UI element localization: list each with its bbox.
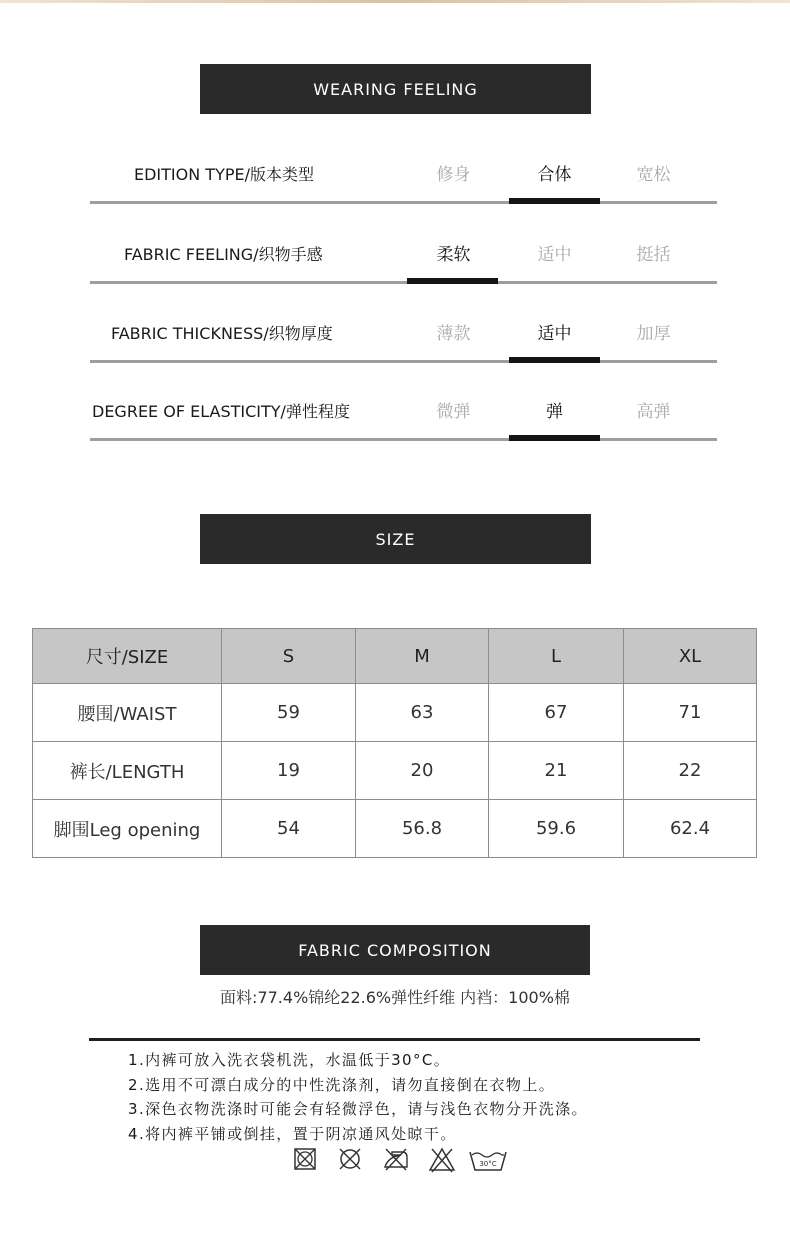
feeling-scale-line xyxy=(90,360,717,363)
care-icons xyxy=(290,1146,510,1178)
table-cell: 59 xyxy=(222,684,356,742)
wearing-feeling-title: WEARING FEELING xyxy=(313,79,478,99)
size-title: SIZE xyxy=(375,529,416,549)
feeling-option-selected: 弹 xyxy=(546,402,563,422)
care-instruction: 2.选用不可漂白成分的中性洗涤剂，请勿直接倒在衣物上。 xyxy=(128,1075,556,1094)
table-header-row xyxy=(33,629,757,684)
do-not-tumble-dry-icon xyxy=(293,1146,317,1172)
feeling-scale-line xyxy=(90,201,717,204)
table-header-cell: 尺寸/SIZE xyxy=(33,629,222,684)
feeling-option: 挺括 xyxy=(636,245,671,265)
table-header-cell: M xyxy=(356,629,489,684)
table-row xyxy=(33,742,757,800)
feeling-label: EDITION TYPE/版本类型 xyxy=(134,165,314,184)
table-header-cell: XL xyxy=(624,629,757,684)
feeling-option-selected: 适中 xyxy=(537,324,572,344)
feeling-row-edition-type xyxy=(90,160,717,220)
table-row-label: 脚围Leg opening xyxy=(33,800,222,858)
care-instruction: 1.内裤可放入洗衣袋机洗，水温低于30°C。 xyxy=(128,1051,451,1069)
table-header-cell: S xyxy=(222,629,356,684)
composition-text: 面料:77.4%锦纶22.6%弹性纤维 内裆：100%棉 xyxy=(220,988,570,1007)
care-instruction: 4.将内裤平铺或倒挂，置于阴凉通风处晾干。 xyxy=(128,1124,457,1143)
feeling-option: 高弹 xyxy=(636,402,671,422)
care-instructions xyxy=(128,1048,588,1146)
feeling-label: FABRIC FEELING/织物手感 xyxy=(124,245,323,264)
table-row xyxy=(33,684,757,742)
table-cell: 71 xyxy=(624,684,757,742)
care-divider xyxy=(89,1038,700,1041)
feeling-option: 适中 xyxy=(537,245,572,265)
table-row-label: 腰围/WAIST xyxy=(33,684,222,742)
feeling-option: 加厚 xyxy=(636,324,671,344)
fabric-composition-header xyxy=(200,925,590,975)
table-cell: 22 xyxy=(624,742,757,800)
size-header xyxy=(200,514,591,564)
feeling-option: 薄款 xyxy=(436,324,471,344)
feeling-selected-marker xyxy=(407,278,498,284)
feeling-option-selected: 合体 xyxy=(537,165,572,185)
table-cell: 62.4 xyxy=(624,800,757,858)
feeling-row-fabric-thickness xyxy=(90,319,717,379)
wash-30-icon xyxy=(468,1146,508,1174)
table-cell: 54 xyxy=(222,800,356,858)
table-header-cell: L xyxy=(489,629,624,684)
size-table xyxy=(32,628,757,858)
do-not-iron-icon xyxy=(382,1146,410,1172)
table-row xyxy=(33,800,757,858)
feeling-option-selected: 柔软 xyxy=(436,245,471,265)
feeling-selected-marker xyxy=(509,357,600,363)
wash-temp-label: 30°C xyxy=(479,1160,497,1168)
do-not-dry-clean-icon xyxy=(337,1146,363,1172)
table-cell: 63 xyxy=(356,684,489,742)
table-cell: 59.6 xyxy=(489,800,624,858)
table-row-label: 裤长/LENGTH xyxy=(33,742,222,800)
table-cell: 20 xyxy=(356,742,489,800)
table-cell: 56.8 xyxy=(356,800,489,858)
table-cell: 21 xyxy=(489,742,624,800)
table-cell: 67 xyxy=(489,684,624,742)
feeling-option: 修身 xyxy=(436,165,471,185)
do-not-bleach-icon xyxy=(428,1146,456,1174)
feeling-selected-marker xyxy=(509,435,600,441)
care-instruction: 3.深色衣物洗涤时可能会有轻微浮色，请与浅色衣物分开洗涤。 xyxy=(128,1100,588,1118)
table-cell: 19 xyxy=(222,742,356,800)
feeling-label: FABRIC THICKNESS/织物厚度 xyxy=(111,324,333,343)
fabric-composition-title: FABRIC COMPOSITION xyxy=(298,940,492,960)
feeling-row-fabric-feeling xyxy=(90,240,717,300)
feeling-selected-marker xyxy=(509,198,600,204)
feeling-option: 微弹 xyxy=(436,402,471,422)
wearing-feeling-header xyxy=(200,64,591,114)
feeling-scale-line xyxy=(90,281,717,284)
feeling-option: 宽松 xyxy=(636,165,671,185)
feeling-row-elasticity xyxy=(90,397,717,457)
feeling-label: DEGREE OF ELASTICITY/弹性程度 xyxy=(92,402,350,421)
feeling-scale-line xyxy=(90,438,717,441)
top-accent-line xyxy=(0,0,790,3)
